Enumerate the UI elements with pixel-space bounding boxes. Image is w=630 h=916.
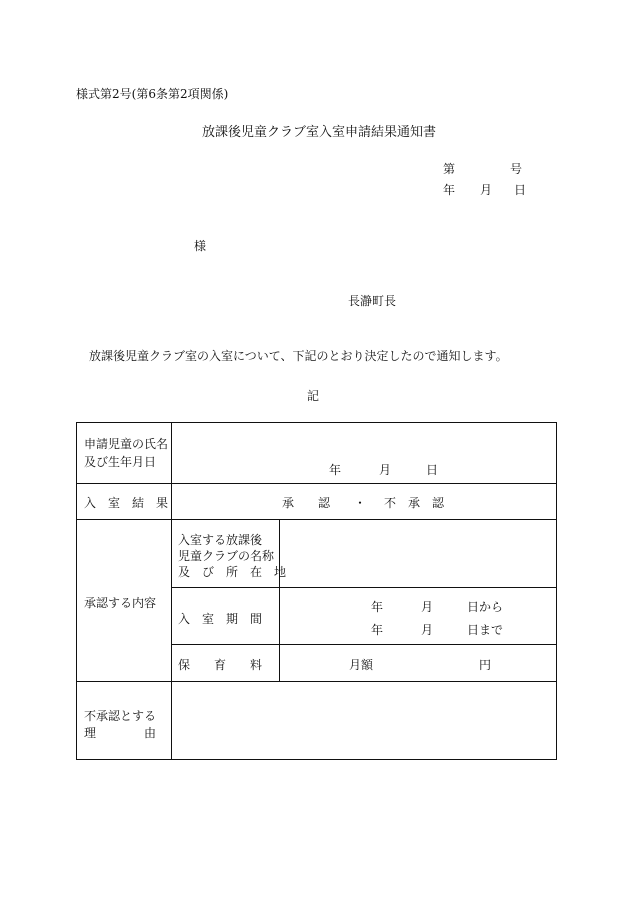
period-to-day: 日まで xyxy=(467,623,504,637)
applicant-label-line2: 及び生年月日 xyxy=(84,455,157,469)
result-label: 入 室 結 果 xyxy=(84,496,169,510)
club-label-line1: 入室する放課後 xyxy=(178,533,263,547)
period-from-year: 年 xyxy=(371,600,384,614)
row-divider xyxy=(77,483,557,484)
ref-number-prefix: 第 xyxy=(443,162,456,176)
sub-column-divider xyxy=(279,519,280,681)
issuer-name: 長瀞町長 xyxy=(348,294,397,308)
period-to-year: 年 xyxy=(371,623,384,637)
ref-number-suffix: 号 xyxy=(510,162,523,176)
form-number: 様式第2号(第6条第2項関係) xyxy=(76,87,229,101)
sub-row-divider xyxy=(171,587,557,588)
rejection-reason-label-line2: 理 由 xyxy=(84,726,157,740)
birth-day: 日 xyxy=(426,463,439,477)
approved-content-label: 承認する内容 xyxy=(84,596,157,610)
option-separator: ・ xyxy=(354,496,367,510)
addressee-suffix: 様 xyxy=(194,239,207,253)
sub-row-divider xyxy=(171,644,557,645)
fee-label: 保 育 料 xyxy=(178,658,263,672)
issue-date-year: 年 xyxy=(443,183,456,197)
document-title: 放課後児童クラブ室入室申請結果通知書 xyxy=(202,125,437,140)
club-label-line3: 及 び 所 在 地 xyxy=(178,565,287,579)
period-from-day: 日から xyxy=(467,600,504,614)
column-divider xyxy=(171,423,172,760)
result-table xyxy=(76,422,557,760)
period-label: 入 室 期 間 xyxy=(178,612,263,626)
period-from-month: 月 xyxy=(421,600,434,614)
birth-month: 月 xyxy=(379,463,392,477)
issue-date-day: 日 xyxy=(514,183,527,197)
notice-body-text: 放課後児童クラブ室の入室について、下記のとおり決定したので通知します。 xyxy=(89,349,508,363)
monthly-fee-label: 月額 xyxy=(349,658,374,672)
approve-option: 承 認 xyxy=(282,496,331,510)
club-label-line2: 児童クラブの名称 xyxy=(178,549,275,563)
birth-year: 年 xyxy=(329,463,342,477)
row-divider xyxy=(77,681,557,682)
yen-unit: 円 xyxy=(479,658,492,672)
rejection-reason-label-line1: 不承認とする xyxy=(84,709,157,723)
reject-option: 不 承 認 xyxy=(384,496,445,510)
period-to-month: 月 xyxy=(421,623,434,637)
row-divider xyxy=(77,519,557,520)
applicant-label-line1: 申請児童の氏名 xyxy=(84,437,169,451)
issue-date-month: 月 xyxy=(480,183,493,197)
ki-heading: 記 xyxy=(307,389,320,403)
